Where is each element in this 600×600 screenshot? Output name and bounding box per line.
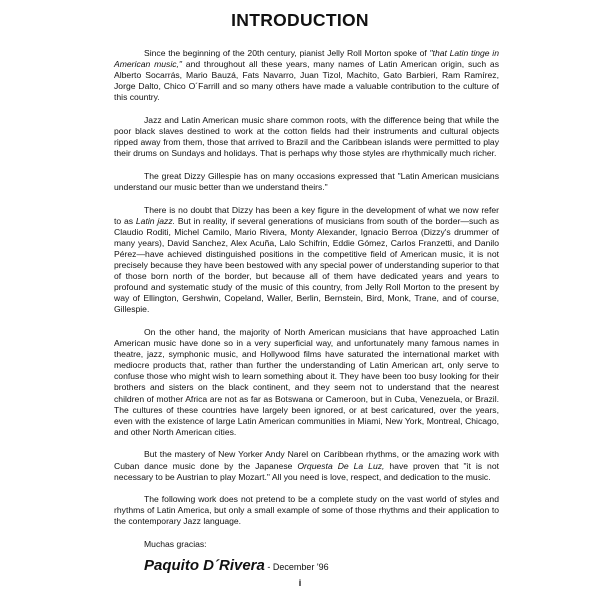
paragraph-2: Jazz and Latin American music share common roots, with the difference being that while the poor black slaves destined to work at the cotton fields had their instruments and cultural objects ripped away from them, those that arrived to Brazil and the Caribbean islands were permitted to play their drums on Sundays and holidays. That is perhaps why those styles are rhythmically much richer. <box>114 114 499 159</box>
signature-date: - December '96 <box>264 562 329 572</box>
signature <box>144 557 329 575</box>
closing-line: Muchas gracias: <box>144 538 207 549</box>
introduction-body <box>114 48 499 550</box>
paragraph-6: But the mastery of New Yorker Andy Narel on Caribbean rhythms, or the amazing work with Cuban dance music done by the Japanese Orquesta De La Luz, have proven that "it is not necessary to be Austrian to play Mozart." All you need is love, respect, and dedication to the music. <box>114 449 499 482</box>
paragraph-7: The following work does not pretend to be a complete study on the vast world of styles and rhythms of Latin America, but only a small example of some of those rhythms and their application to the contemporary Jazz language. <box>114 494 499 527</box>
paragraph-4: There is no doubt that Dizzy has been a key figure in the development of what we now refer to as Latin jazz. But in reality, if several generations of musicians from south of the border—such as Claudio Roditi, Michel Camilo, Mario Rivera, Monty Alexander, Ignacio Berroa (Dizzy's drummer of many years), David Sanchez, Alex Acuña, Lalo Schifrin, Eddie Gómez, Carlos Franzetti, and Danilo Pérez—have achieved distinguished positions in the competitive field of American music, it is not precisely because they have been bestowed with any special power of understanding superior to that of those born north of the border, but because all of them have dedicated years and years to profound and systematic study of the music of this country, from Jelly Roll Morton to the present by way of Ellington, Gershwin, Copeland, Waller, Berlin, Bernstein, Bird, Monk, Trane, and of course, Gillespie. <box>114 204 499 315</box>
page-title: INTRODUCTION <box>231 10 369 30</box>
page-number: i <box>298 578 302 588</box>
paragraph-1: Since the beginning of the 20th century, pianist Jelly Roll Morton spoke of "that Latin tinge in American music," and throughout all these years, many names of Latin American origin, such as Alberto Socarrás, Mario Bauzá, Fats Navarro, Juan Tizol, Machito, Gato Barbieri, Ram Ramírez, Jorge Dalto, Chico O´Farrill and so many others have made a valuable contribution to the culture of this country. <box>114 48 499 103</box>
paragraph-5: On the other hand, the majority of North American musicians that have approached Latin American music have done so in a very superficial way, and unfortunately many famous names in theatre, jazz, symphonic music, and Hollywood films have saturated the international market with mediocre products that, rather than further the understanding of Latin American art, only serve to confuse those who might wish to learn something about it. They have been too busy looking for their brothers and sisters on the black continent, and they seem not to understand that the nearest children of mother Africa are not as far as Botswana or Cameroon, but in Cuba, Venezuela, or Brazil. The cultures of these countries have largely been ignored, or at best caricatured, over the years, even with the existence of large Latin American communities in Miami, New York, Montreal, Chicago, and other North American cities. <box>114 326 499 437</box>
paragraph-3: The great Dizzy Gillespie has on many occasions expressed that "Latin American musicians understand our music better than we understand theirs." <box>114 170 499 192</box>
signature-name: Paquito D´Rivera <box>144 557 265 574</box>
